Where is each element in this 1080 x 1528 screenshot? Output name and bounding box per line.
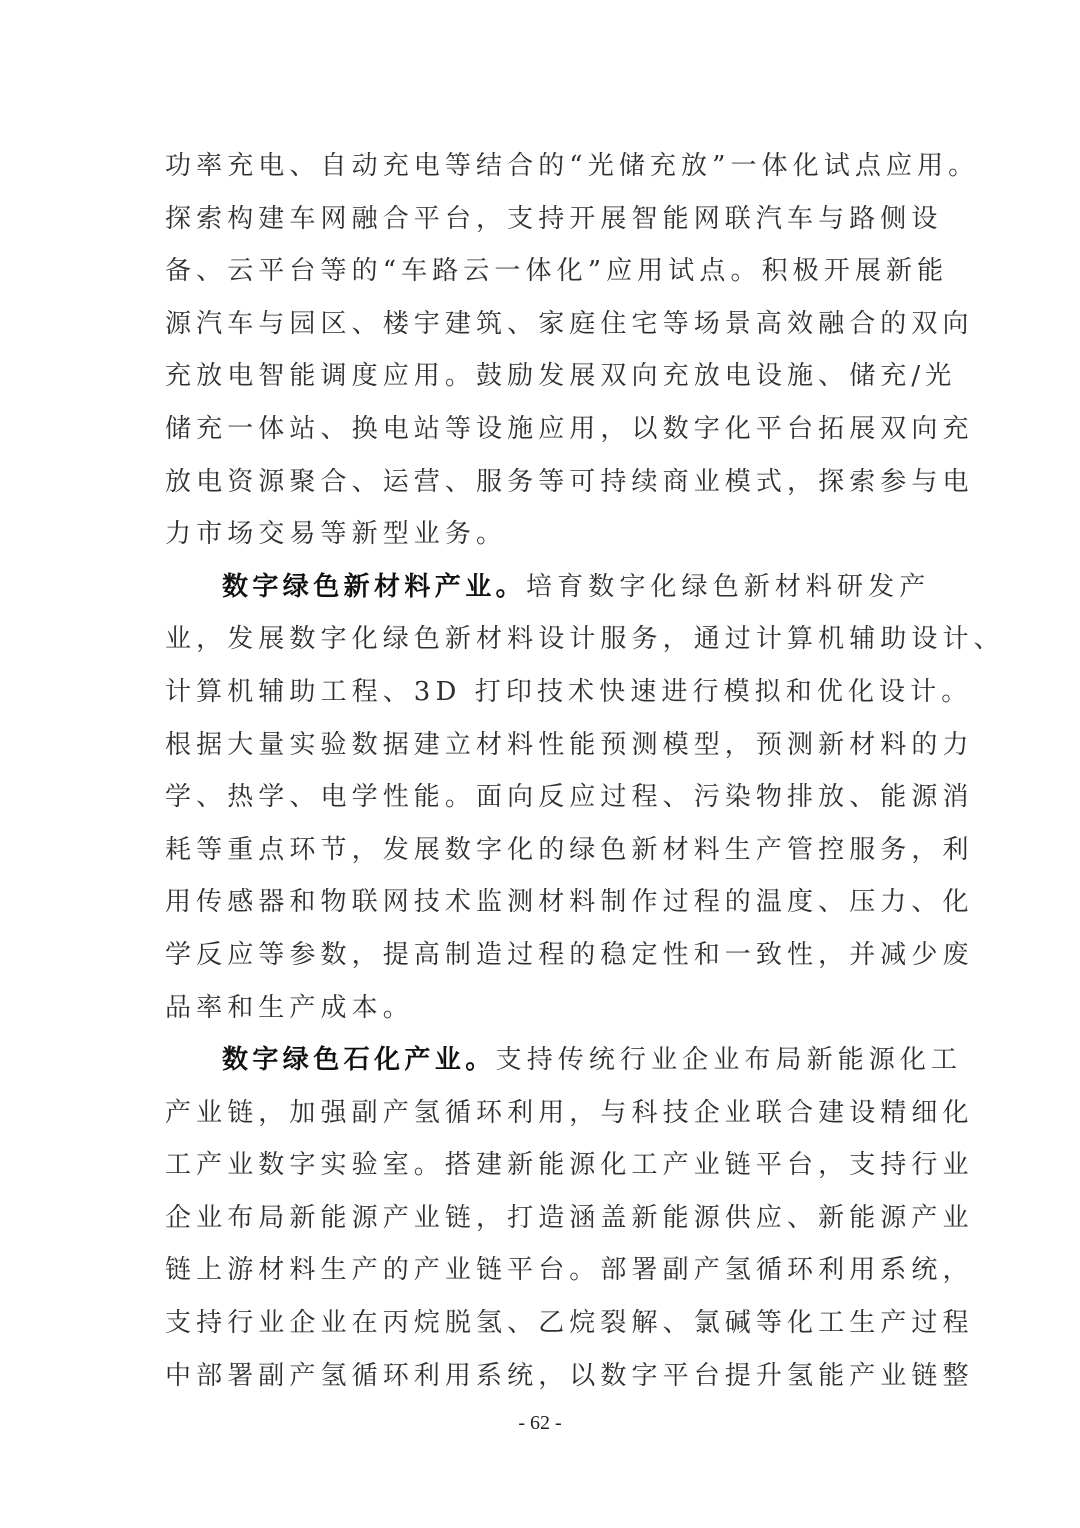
text-line: 业，发展数字化绿色新材料设计服务，通过计算机辅助设计、: [165, 624, 1005, 655]
text-line: 功率充电、自动充电等结合的“光储充放”一体化试点应用。: [165, 151, 980, 181]
page-number: - 62 -: [518, 1412, 562, 1434]
text-line: 企业布局新能源产业链，打造涵盖新能源供应、新能源产业: [165, 1202, 974, 1233]
text-line: 储充一体站、换电站等设施应用，以数字化平台拓展双向充: [165, 413, 974, 444]
text-line: 品率和生产成本。: [165, 992, 414, 1023]
text-line: 探索构建车网融合平台，支持开展智能网联汽车与路侧设: [165, 203, 943, 234]
text-line: 力市场交易等新型业务。: [165, 519, 508, 550]
text-line: 链上游材料生产的产业链平台。部署副产氢循环利用系统，: [165, 1255, 974, 1286]
text-line: 学反应等参数，提高制造过程的稳定性和一致性，并减少废: [165, 939, 974, 970]
text-run: 支持传统行业企业布局新能源化工: [495, 1045, 963, 1076]
text-line: 放电资源聚合、运营、服务等可持续商业模式，探索参与电: [165, 466, 974, 497]
paragraph-heading-new-materials: 数字绿色新材料产业。: [222, 571, 527, 602]
text-line: 充放电智能调度应用。鼓励发展双向充放电设施、储充/光: [165, 361, 957, 392]
text-line: 计算机辅助工程、3D 打印技术快速进行模拟和优化设计。: [165, 676, 973, 707]
text-line: 根据大量实验数据建立材料性能预测模型，预测新材料的力: [165, 729, 974, 760]
text-line: 工产业数字实验室。搭建新能源化工产业链平台，支持行业: [165, 1150, 974, 1181]
text-line: 学、热学、电学性能。面向反应过程、污染物排放、能源消: [165, 782, 974, 813]
paragraph-heading-petrochemical: 数字绿色石化产业。: [222, 1045, 496, 1076]
text-line: 中部署副产氢循环利用系统，以数字平台提升氢能产业链整: [165, 1360, 974, 1391]
text-line: 用传感器和物联网技术监测材料制作过程的温度、压力、化: [165, 887, 974, 918]
paragraph-first-line: [165, 1034, 963, 1087]
text-line: 产业链，加强副产氢循环利用，与科技企业联合建设精细化: [165, 1097, 974, 1128]
body-text: [165, 140, 1005, 1402]
text-line: 源汽车与园区、楼宇建筑、家庭住宅等场景高效融合的双向: [165, 308, 974, 339]
text-run: 培育数字化绿色新材料研发产: [526, 571, 931, 602]
text-line: 备、云平台等的“车路云一体化”应用试点。积极开展新能: [165, 256, 949, 287]
text-line: 支持行业企业在丙烷脱氢、乙烷裂解、氯碱等化工生产过程: [165, 1308, 974, 1339]
text-line: 耗等重点环节，发展数字化的绿色新材料生产管控服务，利: [165, 834, 974, 865]
paragraph-first-line: [165, 561, 931, 614]
